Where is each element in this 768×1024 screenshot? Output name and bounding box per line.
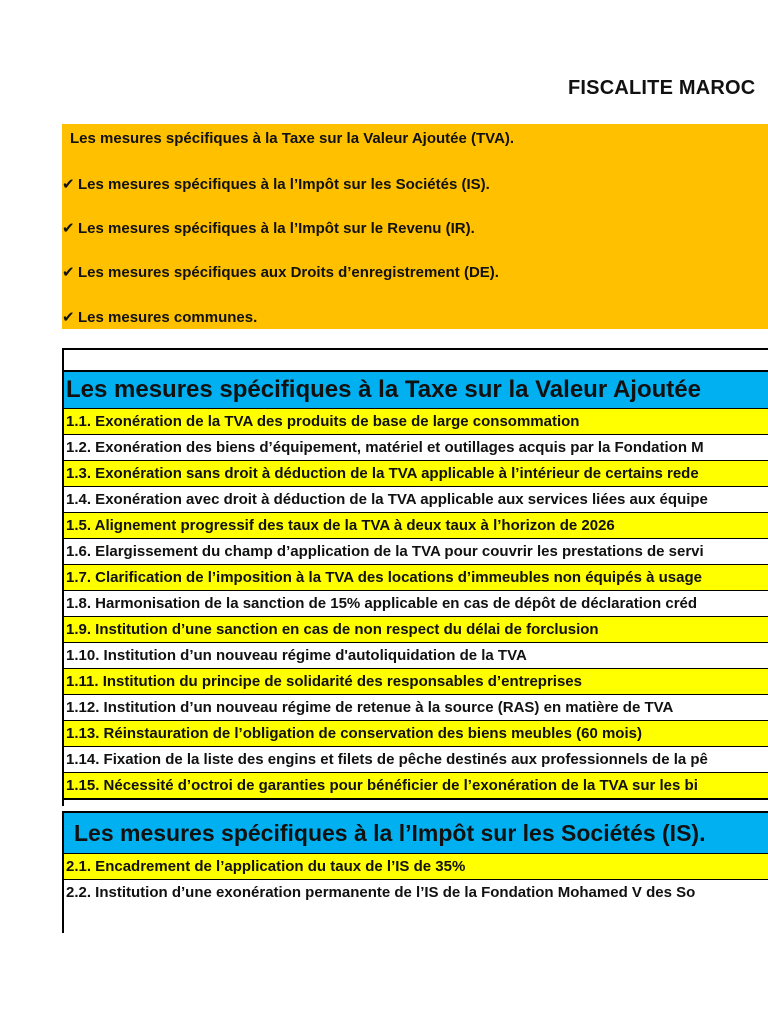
blank-row [64,350,768,372]
summary-item [62,219,475,237]
tva-section-heading: Les mesures spécifiques à la Taxe sur la Valeur Ajoutée [64,372,768,409]
measure-row: 1.15. Nécessité d’octroi de garanties pour bénéficier de l’exonération de la TVA sur les bi [64,773,768,800]
measure-row: 1.11. Institution du principe de solidarité des responsables d’entreprises [64,669,768,695]
checkmark-icon: ✔ [62,264,75,281]
measure-row: 1.14. Fixation de la liste des engins et filets de pêche destinés aux professionnels de la pê [64,747,768,773]
measure-row: 1.3. Exonération sans droit à déduction de la TVA applicable à l’intérieur de certains rede [64,461,768,487]
measure-row: 1.2. Exonération des biens d’équipement, matériel et outillages acquis par la Fondation M [64,435,768,461]
measure-row: 2.2. Institution d’une exonération permanente de l’IS de la Fondation Mohamed V des So [66,884,696,901]
summary-item-label: Les mesures communes. [78,309,258,326]
measure-row: 2.1. Encadrement de l’application du taux de l’IS de 35% [64,854,768,880]
summary-item [70,130,514,147]
summary-item-label: Les mesures spécifiques à la l’Impôt sur le Revenu (IR). [78,220,475,237]
page-title: FISCALITE MAROC [568,77,756,99]
summary-item-label: Les mesures spécifiques à la l’Impôt sur les Sociétés (IS). [78,176,490,193]
is-measures-list [64,854,768,905]
measure-row: 1.7. Clarification de l’imposition à la TVA des locations d’immeubles non équipés à usage [64,565,768,591]
summary-item-label: Les mesures spécifiques à la Taxe sur la Valeur Ajoutée (TVA). [70,130,515,147]
tva-measures-list [64,409,768,800]
measure-row: 1.4. Exonération avec droit à déduction de la TVA applicable aux services liées aux équipe [64,487,768,513]
summary-panel [62,124,768,329]
measure-row: 1.12. Institution d’un nouveau régime de retenue à la source (RAS) en matière de TVA [64,695,768,721]
tva-section [62,348,768,806]
summary-item [62,175,490,193]
checkmark-icon: ✔ [62,176,75,193]
measure-row: 1.6. Elargissement du champ d’application de la TVA pour couvrir les prestations de servi [64,539,768,565]
measure-row: 1.13. Réinstauration de l’obligation de conservation des biens meubles (60 mois) [64,721,768,747]
measure-row: 1.5. Alignement progressif des taux de la TVA à deux taux à l’horizon de 2026 [64,513,768,539]
measure-row: 1.9. Institution d’une sanction en cas de non respect du délai de forclusion [64,617,768,643]
checkmark-icon: ✔ [62,309,75,326]
measure-row: 1.8. Harmonisation de la sanction de 15% applicable en cas de dépôt de déclaration créd [64,591,768,617]
summary-item [62,263,499,281]
measure-row: 1.10. Institution d’un nouveau régime d'autoliquidation de la TVA [64,643,768,669]
summary-item-label: Les mesures spécifiques aux Droits d’enregistrement (DE). [78,264,499,281]
is-section [62,811,768,933]
summary-item [62,308,257,326]
measure-row: 1.1. Exonération de la TVA des produits de base de large consommation [64,409,768,435]
is-section-heading: Les mesures spécifiques à la l’Impôt sur les Sociétés (IS). [64,813,768,854]
checkmark-icon: ✔ [62,220,75,237]
